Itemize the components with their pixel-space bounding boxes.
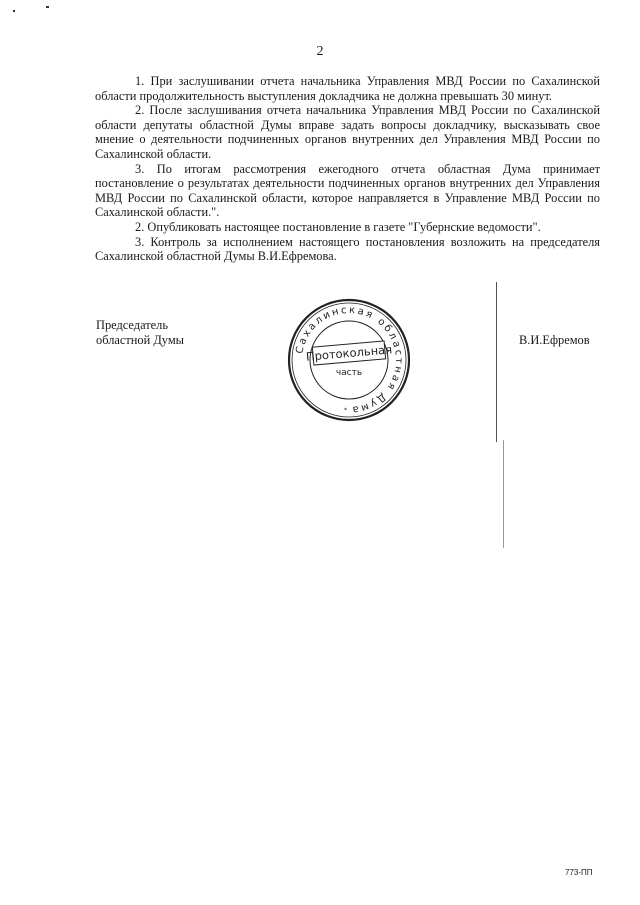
page-number: 2 [316,44,324,59]
paragraph: 3. Контроль за исполнением настоящего постановления возложить на председателя Сахалинской областной Думы В.И.Ефремова. [95,234,600,264]
scan-line [496,282,497,442]
official-seal [287,298,411,422]
paragraph: 3. По итогам рассмотрения ежегодного отчета областная Дума принимает постановление о результатах деятельности подчиненных органов внутренних дел Управления МВД России по Сахалинской области, которое направляется в Управление МВД России по Сахалинской области.". [95,161,600,220]
document-code: 773-ПП [565,868,593,877]
paragraph: 2. Опубликовать настоящее постановление в газете "Губернские ведомости". [135,219,541,234]
resolution-text [95,74,600,264]
seal-star-icon: * [344,407,347,414]
scan-speck [13,10,15,12]
signatory-title-line: Председатель [96,318,169,332]
signatory-title-line: областной Думы [96,333,184,347]
signatory-title [96,318,184,348]
seal-ring-text-path: Сахалинская областная Дума [294,304,405,416]
signatory-name: В.И.Ефремов [519,333,590,347]
scan-speck [46,6,49,8]
paragraph: 2. После заслушивания отчета начальника Управления МВД России по Сахалинской области депутаты областной Думы вправе задать вопросы докладчику, высказывать свое мнение о деятельности подчиненных органов внутренних дел Управления МВД России по Сахалинской области. [95,103,600,161]
paragraph: 1. При заслушивании отчета начальника Управления МВД России по Сахалинской области продолжительность выступления докладчика не должна превышать 30 минут. [95,74,600,103]
seal-center-subtitle: часть [335,368,363,378]
scan-line [503,440,504,548]
seal-center-title: Протокольная [305,342,393,364]
